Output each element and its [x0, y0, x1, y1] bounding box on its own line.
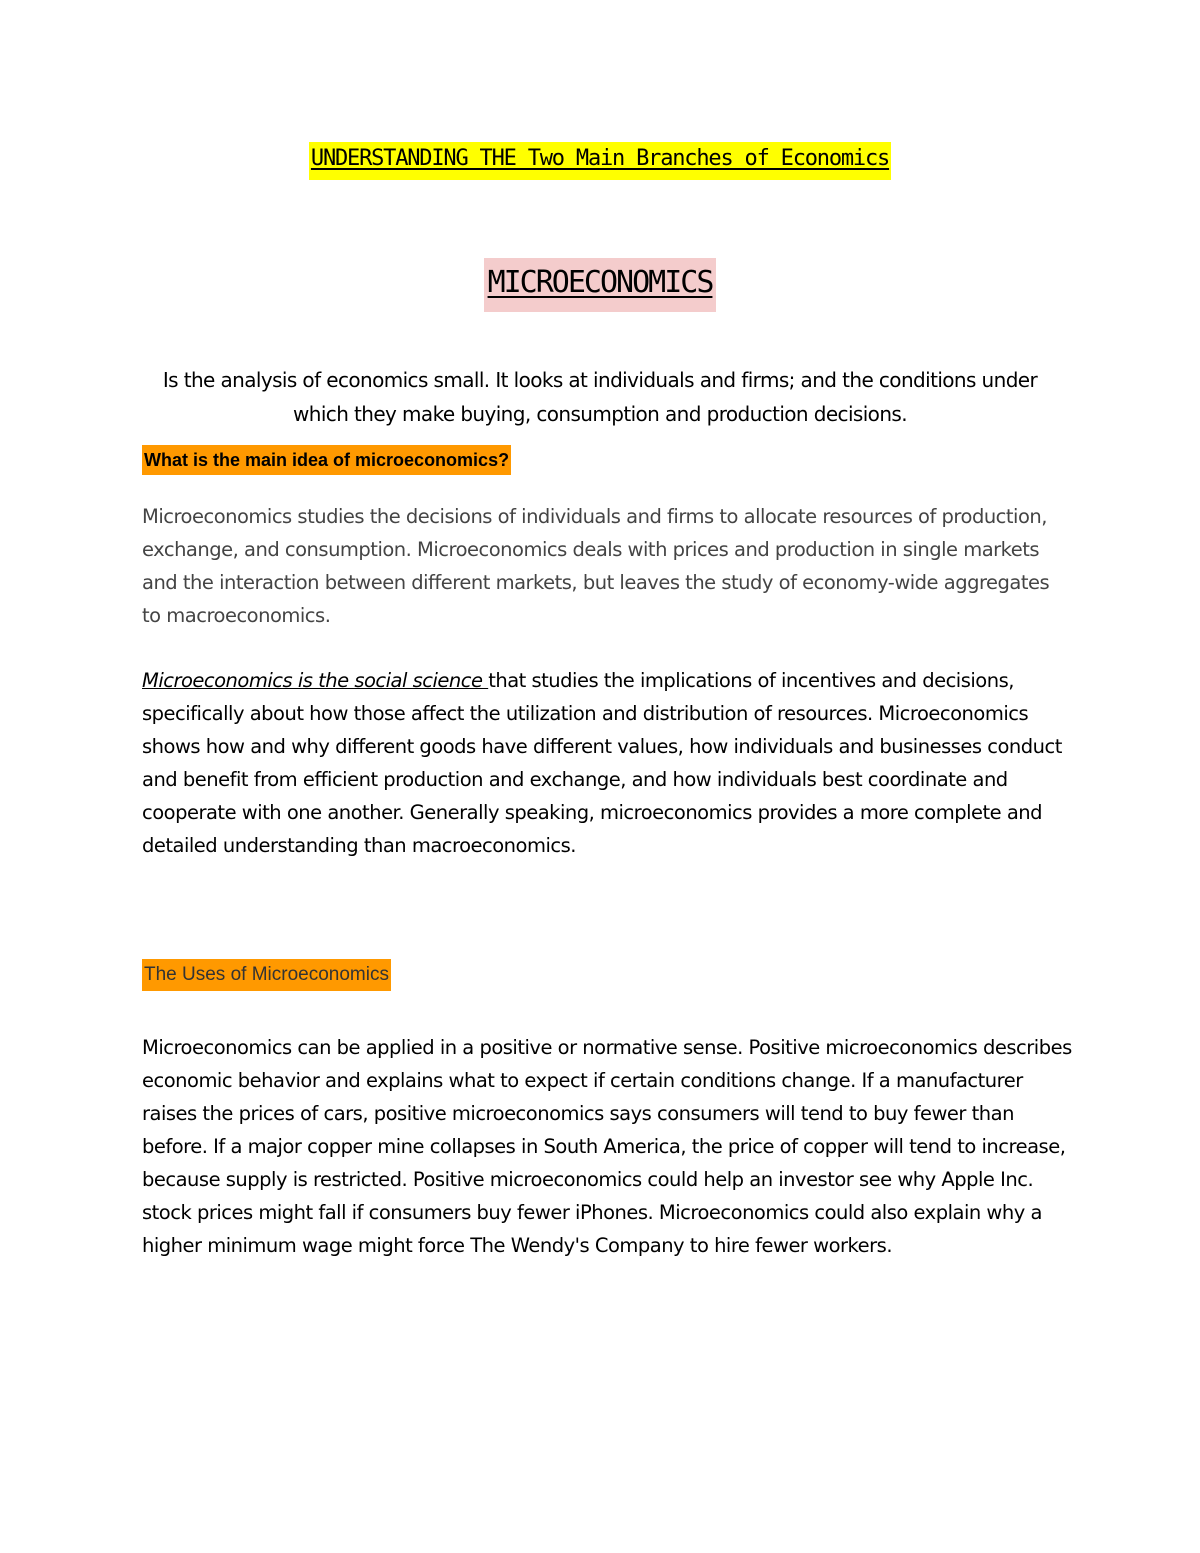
question-label: What is the main idea of microeconomics?	[142, 445, 511, 475]
intro-paragraph: Is the analysis of economics small. It looks at individuals and firms; and the conditions under which they make buying, consumption and production decisions.	[162, 368, 1038, 426]
document-title: UNDERSTANDING THE Two Main Branches of Economics	[309, 142, 891, 180]
paragraph-main-idea: Microeconomics studies the decisions of individuals and firms to allocate resources of production, exchange, and consumption. Microeconomics deals with prices and production in single markets and the interaction between different markets, but leaves the study of economy-wide aggregates to macroeconomics.	[142, 505, 1050, 627]
paragraph-lead-phrase: Microeconomics is the social science	[142, 669, 489, 692]
section-heading: MICROECONOMICS	[484, 258, 717, 312]
paragraph-uses: Microeconomics can be applied in a positive or normative sense. Positive microeconomics describes economic behavior and explains what to expect if certain conditions change. If a manufacturer raises the prices of cars, positive microeconomics says consumers will tend to buy fewer than before. If a major copper mine collapses in South America, the price of copper will tend to increase, because supply is restricted. Positive microeconomics could help an investor see why Apple Inc. stock prices might fall if consumers buy fewer iPhones. Microeconomics could also explain why a higher minimum wage might force The Wendy's Company to hire fewer workers.	[142, 1036, 1072, 1257]
paragraph-body: that studies the implications of incentives and decisions, specifically about how those affect the utilization and distribution of resources. Microeconomics shows how and why different goods have different values, how individuals and businesses conduct and benefit from efficient production and exchange, and how individuals best coordinate and cooperate with one another. Generally speaking, microeconomics provides a more complete and detailed understanding than macroeconomics.	[142, 669, 1062, 857]
paragraph-social-science	[142, 664, 1072, 862]
heading-container	[0, 258, 1200, 312]
uses-label: The Uses of Microeconomics	[142, 959, 391, 991]
title-container	[0, 142, 1200, 180]
